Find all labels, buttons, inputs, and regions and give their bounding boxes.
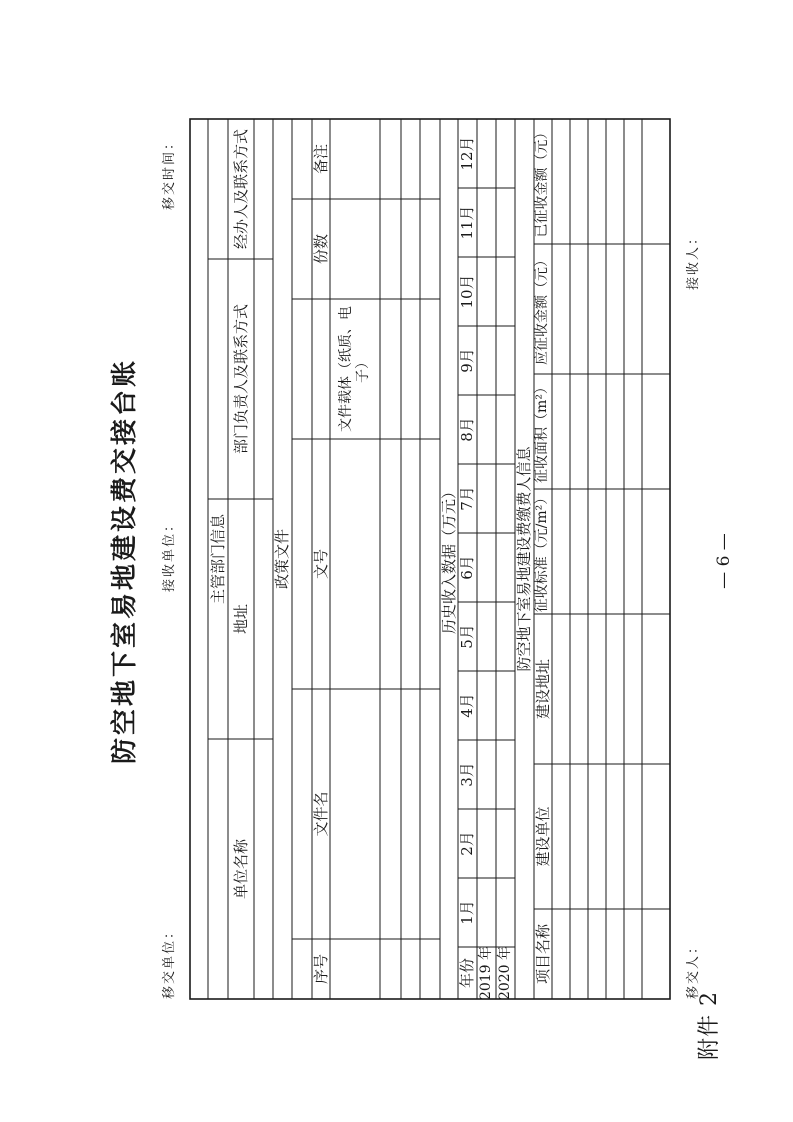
history-month-12: 12月 — [458, 136, 477, 171]
policy-header-copies: 份数 — [311, 234, 330, 265]
policy-header-remarks: 备注 — [311, 144, 330, 175]
history-month-1: 1月 — [458, 900, 477, 925]
document-title: 防空地下室易地建设费交接台账 — [110, 358, 140, 765]
policy-header-doc-number: 文号 — [311, 549, 330, 580]
history-year-2019: 2019 年 — [477, 945, 494, 1001]
policy-header-serial: 序号 — [311, 954, 330, 985]
history-month-8: 8月 — [458, 417, 477, 442]
history-section-title: 历史收入数据（万元） — [439, 484, 458, 635]
dept-header-head-contact: 部门负责人及联系方式 — [231, 304, 250, 455]
payer-header-builder: 建设单位 — [533, 806, 552, 867]
history-month-5: 5月 — [458, 624, 477, 649]
history-month-4: 4月 — [458, 693, 477, 718]
history-month-2: 2月 — [458, 831, 477, 856]
page-number: — 6 — — [714, 533, 734, 589]
history-header-year: 年份 — [458, 958, 477, 989]
history-month-10: 10月 — [458, 274, 477, 309]
transfer-time-label: 移交时间： — [162, 134, 177, 210]
payer-header-levy-area: 征收面积（m²） — [534, 380, 551, 483]
dept-header-address: 地址 — [231, 604, 250, 635]
payer-header-site-address: 建设地址 — [533, 659, 552, 720]
history-month-11: 11月 — [458, 205, 477, 240]
payer-header-due-amount: 应征收金额（元） — [534, 253, 551, 365]
policy-section-title: 政策文件 — [273, 529, 292, 590]
transferrer-label: 移交人： — [686, 938, 701, 999]
ledger-table — [190, 119, 670, 999]
policy-header-carrier: 文件载体（纸质、电子） — [337, 306, 371, 432]
dept-header-handler-contact: 经办人及联系方式 — [231, 129, 250, 250]
payer-header-project-name: 项目名称 — [533, 924, 552, 985]
transfer-unit-label: 移交单位： — [162, 923, 177, 999]
attachment-label: 附件 2 — [697, 991, 722, 1060]
receiver-label: 接收人： — [686, 229, 701, 290]
history-month-3: 3月 — [458, 762, 477, 787]
payer-header-collected-amount: 已征收金额（元） — [534, 125, 551, 238]
history-month-6: 6月 — [458, 555, 477, 580]
history-month-9: 9月 — [458, 348, 477, 373]
payer-header-levy-standard: 征收标准（元/m²） — [534, 490, 551, 613]
dept-section-title: 主管部门信息 — [208, 514, 227, 605]
payer-section-title: 防空地下室易地建设费缴费人信息 — [515, 446, 534, 672]
table-grid-lines — [190, 119, 670, 999]
dept-header-unit-name: 单位名称 — [231, 839, 250, 900]
history-month-7: 7月 — [458, 486, 477, 511]
policy-header-file-name: 文件名 — [311, 791, 330, 837]
receiving-unit-label: 接收单位： — [162, 516, 177, 592]
history-year-2020: 2020 年 — [496, 945, 513, 1001]
